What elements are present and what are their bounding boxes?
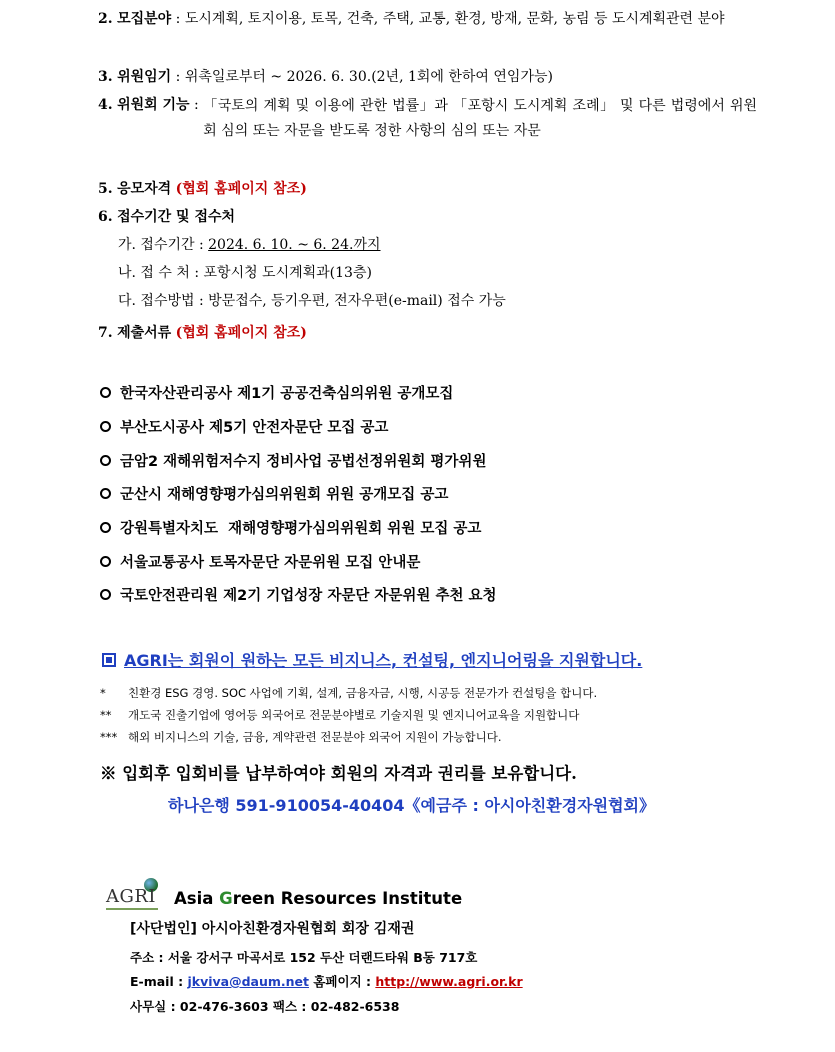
sub-item-place: 나. 접 수 처 : 포항시청 도시계획과(13층): [118, 265, 372, 281]
note-item: *** 해외 비지니스의 기술, 금융, 계약관련 전문분야 외국어 지원이 가능합니다.: [100, 730, 502, 744]
list-item[interactable]: 부산도시공사 제5기 안전자문단 모집 공고: [100, 410, 497, 444]
item-value: 도시계획, 토지이용, 토목, 건축, 주택, 교통, 환경, 방재, 문화, 농림 등 도시계획관련 분야: [184, 11, 725, 27]
bank-account: 하나은행 591-910054-40404《예금주 : 아시아친환경자원협회》: [168, 796, 656, 815]
circle-bullet-icon: [100, 455, 111, 466]
service-notes: [100, 682, 597, 748]
item-application: 6. 접수기간 및 접수처 가. 접수기간 : 2024. 6. 10. ~ 6. 24.까지 나. 접 수 처 : 포항시청 도시계획과(13층) 다. 접수방법 : 방문접수, 등기우편, 전자우편(e-mail) 접수 가능: [98, 206, 757, 312]
item-term: 3. 위원임기 : 위촉일로부터 ~ 2026. 6. 30.(2년, 1회에 한하여 연임가능): [98, 66, 757, 88]
list-item[interactable]: 군산시 재해영향평가심의위원회 위원 공개모집 공고: [100, 477, 497, 511]
circle-bullet-icon: [100, 589, 111, 600]
email-link[interactable]: jkviva@daum.net: [187, 974, 309, 989]
note-item: ** 개도국 진출기업에 영어등 외국어로 전문분야별로 기술지원 및 엔지니어교육을 지원합니다: [100, 708, 580, 722]
sub-item-period: 가. 접수기간 : 2024. 6. 10. ~ 6. 24.까지: [118, 237, 381, 253]
item-recruit-field: 2. 모집분야 : 도시계획, 토지이용, 토목, 건축, 주택, 교통, 환경, 방재, 문화, 농림 등 도시계획관련 분야: [98, 8, 757, 30]
item-label: 위원회 기능: [117, 97, 190, 113]
list-item[interactable]: 서울교통공사 토목자문단 자문위원 모집 안내문: [100, 544, 497, 578]
circle-bullet-icon: [100, 387, 111, 398]
item-label: 모집분야: [117, 11, 172, 27]
circle-bullet-icon: [100, 421, 111, 432]
list-item[interactable]: 강원특별자치도 재해영향평가심의위원회 위원 모집 공고: [100, 511, 497, 545]
phone-line: 사무실 : 02-476-3603 팩스 : 02-482-6538: [130, 999, 400, 1014]
list-item[interactable]: 국토안전관리원 제2기 기업성장 자문단 자문위원 추천 요청: [100, 578, 497, 612]
see-homepage-note: (협회 홈페이지 참조): [175, 325, 307, 341]
notice-list: [100, 376, 497, 612]
circle-bullet-icon: [100, 556, 111, 567]
president-line: [사단법인] 아시아친환경자원협회 회장 김재권: [130, 921, 415, 937]
item-value: 위촉일로부터 ~ 2026. 6. 30.(2년, 1회에 한하여 연임가능): [184, 69, 553, 85]
item-number: 3.: [98, 69, 113, 85]
see-homepage-note: (협회 홈페이지 참조): [175, 181, 307, 197]
item-qualification: 5. 응모자격 (협회 홈페이지 참조): [98, 178, 757, 200]
note-item: * 친환경 ESG 경영. SOC 사업에 기획, 설계, 금융자금, 시행, 시공등 전문가가 컨설팅을 합니다.: [100, 686, 598, 700]
homepage-link[interactable]: http://www.agri.or.kr: [375, 974, 523, 989]
address-line: 주소 : 서울 강서구 마곡서로 152 두산 더랜드타워 B동 717호: [130, 950, 478, 965]
org-name: Asia Green Resources Institute: [174, 889, 463, 908]
agri-logo: AGRI: [106, 878, 162, 912]
circle-bullet-icon: [100, 522, 111, 533]
contact-line: E-mail : jkviva@daum.net 홈페이지 : http://www.agri.or.kr: [130, 974, 523, 989]
item-label: 위원임기: [117, 69, 172, 85]
item-documents: 7. 제출서류 (협회 홈페이지 참조): [98, 322, 757, 344]
list-item[interactable]: 금암2 재해위험저수지 정비사업 공법선정위원회 평가위원: [100, 443, 497, 477]
membership-warning: ※ 입회후 입회비를 납부하여야 회원의 자격과 권리를 보유합니다.: [100, 764, 577, 783]
item-value: 「국토의 계획 및 이용에 관한 법률」과 「포항시 도시계획 조례」 및 다른 법령에서 위원회 심의 또는 자문을 받도록 정한 사항의 심의 또는 자문: [203, 98, 757, 139]
item-number: 4.: [98, 97, 113, 113]
square-bullet-icon: [102, 653, 116, 667]
item-function: 4. 위원회 기능 : 「국토의 계획 및 이용에 관한 법률」과 「포항시 도시계획 조례」 및 다른 법령에서 위원회 심의 또는 자문을 받도록 정한 사항의 심의 또는 자문: [98, 94, 757, 144]
application-period: 2024. 6. 10. ~ 6. 24.: [208, 237, 354, 253]
circle-bullet-icon: [100, 488, 111, 499]
agri-support-heading: AGRI는 회원이 원하는 모든 비지니스, 컨설팅, 엔지니어링을 지원합니다.: [102, 648, 642, 671]
item-number: 2.: [98, 11, 113, 27]
sub-item-method: 다. 접수방법 : 방문접수, 등기우편, 전자우편(e-mail) 접수 가능: [118, 293, 506, 309]
list-item[interactable]: 한국자산관리공사 제1기 공공건축심의위원 공개모집: [100, 376, 497, 410]
